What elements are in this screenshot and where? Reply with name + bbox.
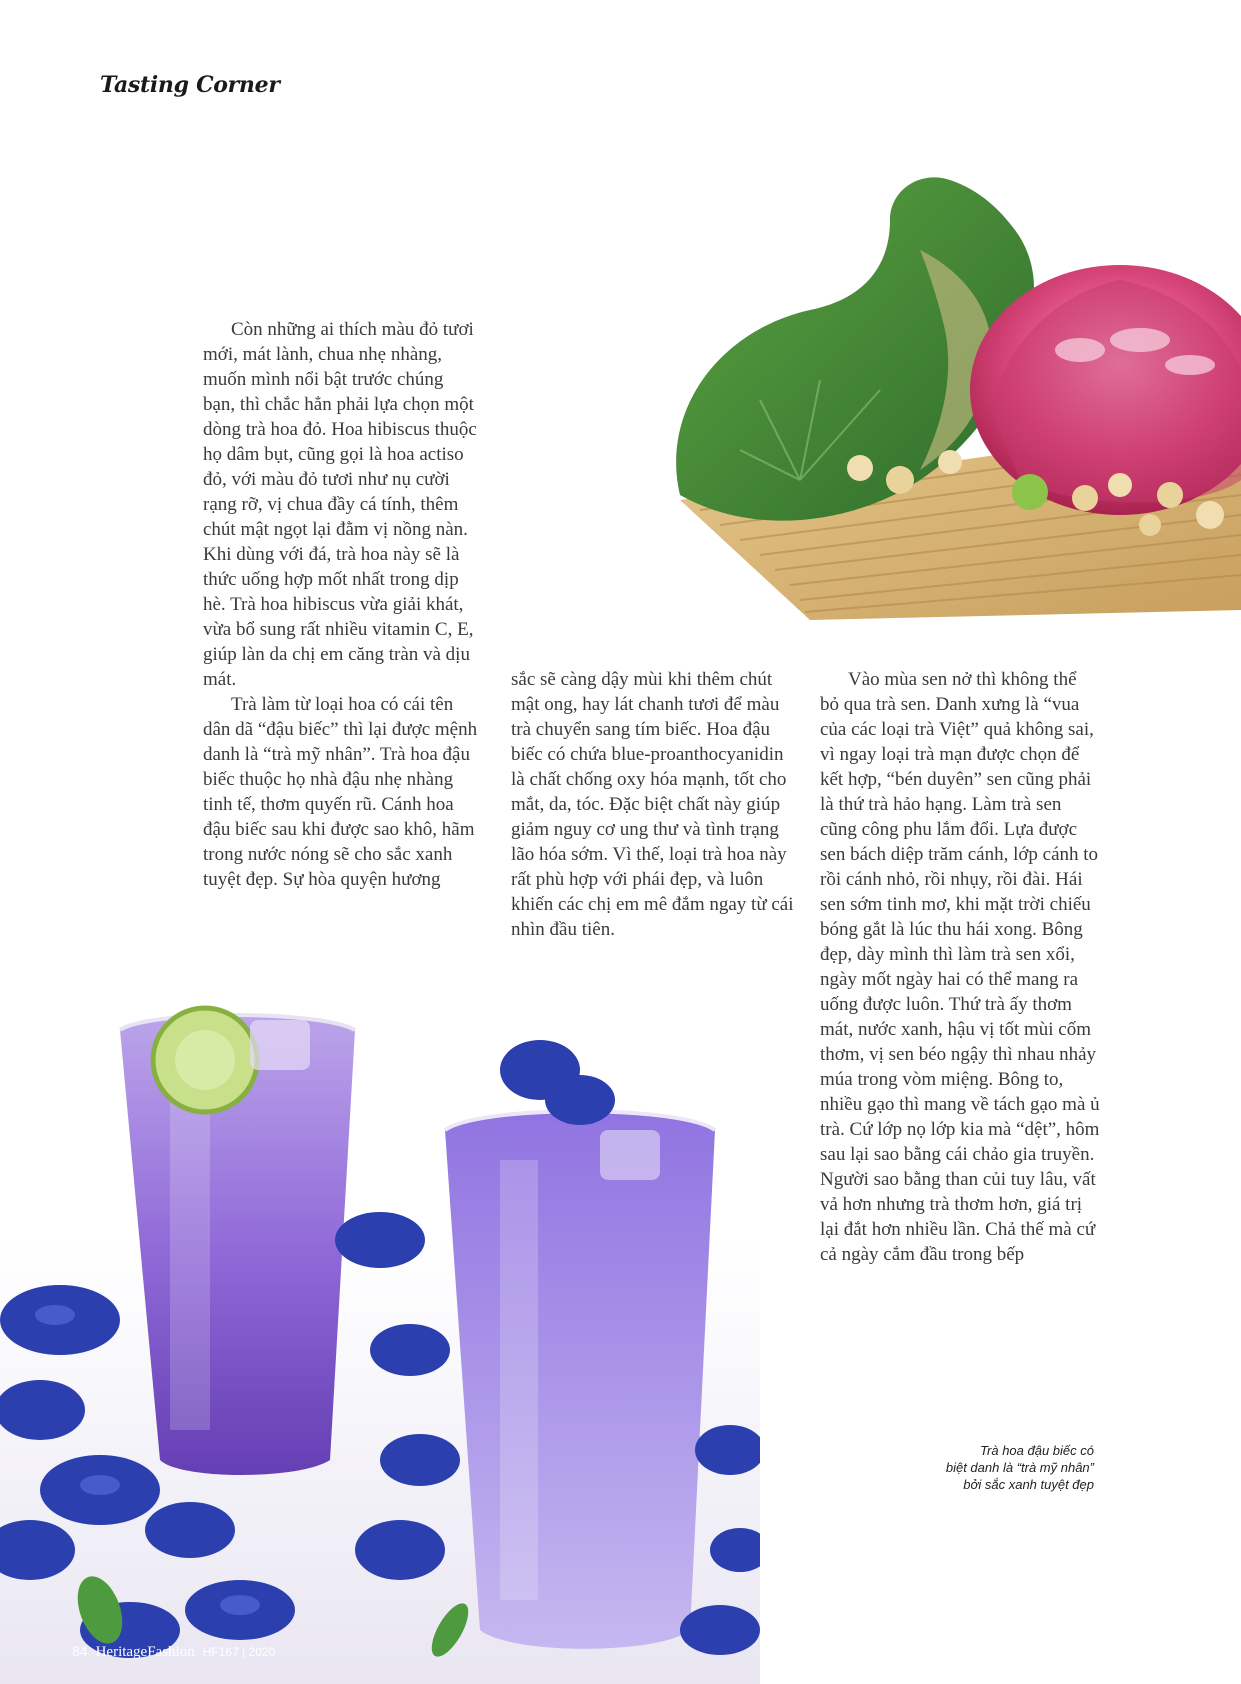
magazine-name: HeritageFashion	[95, 1644, 195, 1660]
text-column-1	[203, 317, 478, 892]
section-title: Tasting Corner	[100, 72, 280, 98]
page-number: 84	[72, 1643, 88, 1659]
issue-number: HF167 | 2020	[202, 1645, 276, 1659]
paragraph: Trà làm từ loại hoa có cái tên dân dã “đậu biếc” thì lại được mệnh danh là “trà mỹ nhân”. Trà hoa đậu biếc thuộc họ nhà đậu nhẹ nhàng tinh tế, thơm quyến rũ. Cánh hoa đậu biếc sau khi được sao khô, hãm trong nước nóng sẽ cho sắc xanh tuyệt đẹp. Sự hòa quyện hương	[203, 694, 478, 890]
butterfly-pea-tea-photo	[0, 990, 760, 1684]
text-column-2	[511, 667, 794, 942]
lotus-tea-photo	[560, 150, 1241, 630]
glass-left	[120, 1008, 355, 1475]
text-column-3	[820, 667, 1100, 1267]
photo-caption	[880, 1442, 1094, 1493]
caption-line: bởi sắc xanh tuyệt đẹp	[963, 1477, 1094, 1492]
paragraph: Còn những ai thích màu đỏ tươi mới, mát lành, chua nhẹ nhàng, muốn mình nổi bật trước chúng bạn, thì chắc hẳn phải lựa chọn một dòng trà hoa đỏ. Hoa hibiscus thuộc họ dâm bụt, cũng gọi là hoa actiso đỏ, với màu đỏ tươi như nụ cười rạng rỡ, vị chua đầy cá tính, thêm chút mật ngọt lại đằm vị nồng nàn. Khi dùng với đá, trà hoa này sẽ là thức uống hợp mốt nhất trong dịp hè. Trà hoa hibiscus vừa giải khát, vừa bổ sung rất nhiều vitamin C, E, giúp làn da chị em căng tràn và dịu mát.	[203, 319, 477, 690]
caption-line: Trà hoa đậu biếc có	[980, 1443, 1094, 1458]
glass-right	[445, 1111, 715, 1649]
page-footer	[72, 1643, 275, 1661]
caption-line: biệt danh là “trà mỹ nhân”	[945, 1460, 1094, 1475]
paragraph: Vào mùa sen nở thì không thể bỏ qua trà sen. Danh xưng là “vua của các loại trà Việt” quả không sai, vì ngay loại trà mạn được chọn để kết hợp, “bén duyên” sen cũng phải là thứ trà hảo hạng. Làm trà sen cũng công phu lắm đổi. Lựa được sen bách diệp trăm cánh, lớp cánh to rồi cánh nhỏ, rồi nhụy, rồi đài. Hái sen sớm tinh mơ, khi mặt trời chiếu bóng gắt là lúc thu hái xong. Bông đẹp, dày mình thì làm trà sen xổi, ngày mốt ngày hai có thể mang ra uống được luôn. Thứ trà ấy thơm mát, nước xanh, hậu vị tốt mùi cốm thơm, vị sen béo ngậy thì nhau nhảy múa trong vòm miệng. Bông to, nhiều gạo thì mang về tách gạo mà ủ trà. Cứ lớp nọ lớp kia mà “dệt”, hôm sau lại sao bằng cái chảo gia truyền. Người sao bằng than củi tuy lâu, vất vả hơn nhưng trà thơm hơn, giá trị lại đắt hơn nhiều lần. Chả thế mà cứ cả ngày cắm đầu trong bếp	[820, 669, 1100, 1265]
paragraph: sắc sẽ càng dậy mùi khi thêm chút mật ong, hay lát chanh tươi để màu trà chuyển sang tím biếc. Hoa đậu biếc có chứa blue-proanthocyanidin là chất chống oxy hóa mạnh, tốt cho mắt, da, tóc. Đặc biệt chất này giúp giảm nguy cơ ung thư và tình trạng lão hóa sớm. Vì thế, loại trà hoa này rất phù hợp với phái đẹp, và luôn khiến các chị em mê đắm ngay từ cái nhìn đầu tiên.	[511, 669, 794, 940]
